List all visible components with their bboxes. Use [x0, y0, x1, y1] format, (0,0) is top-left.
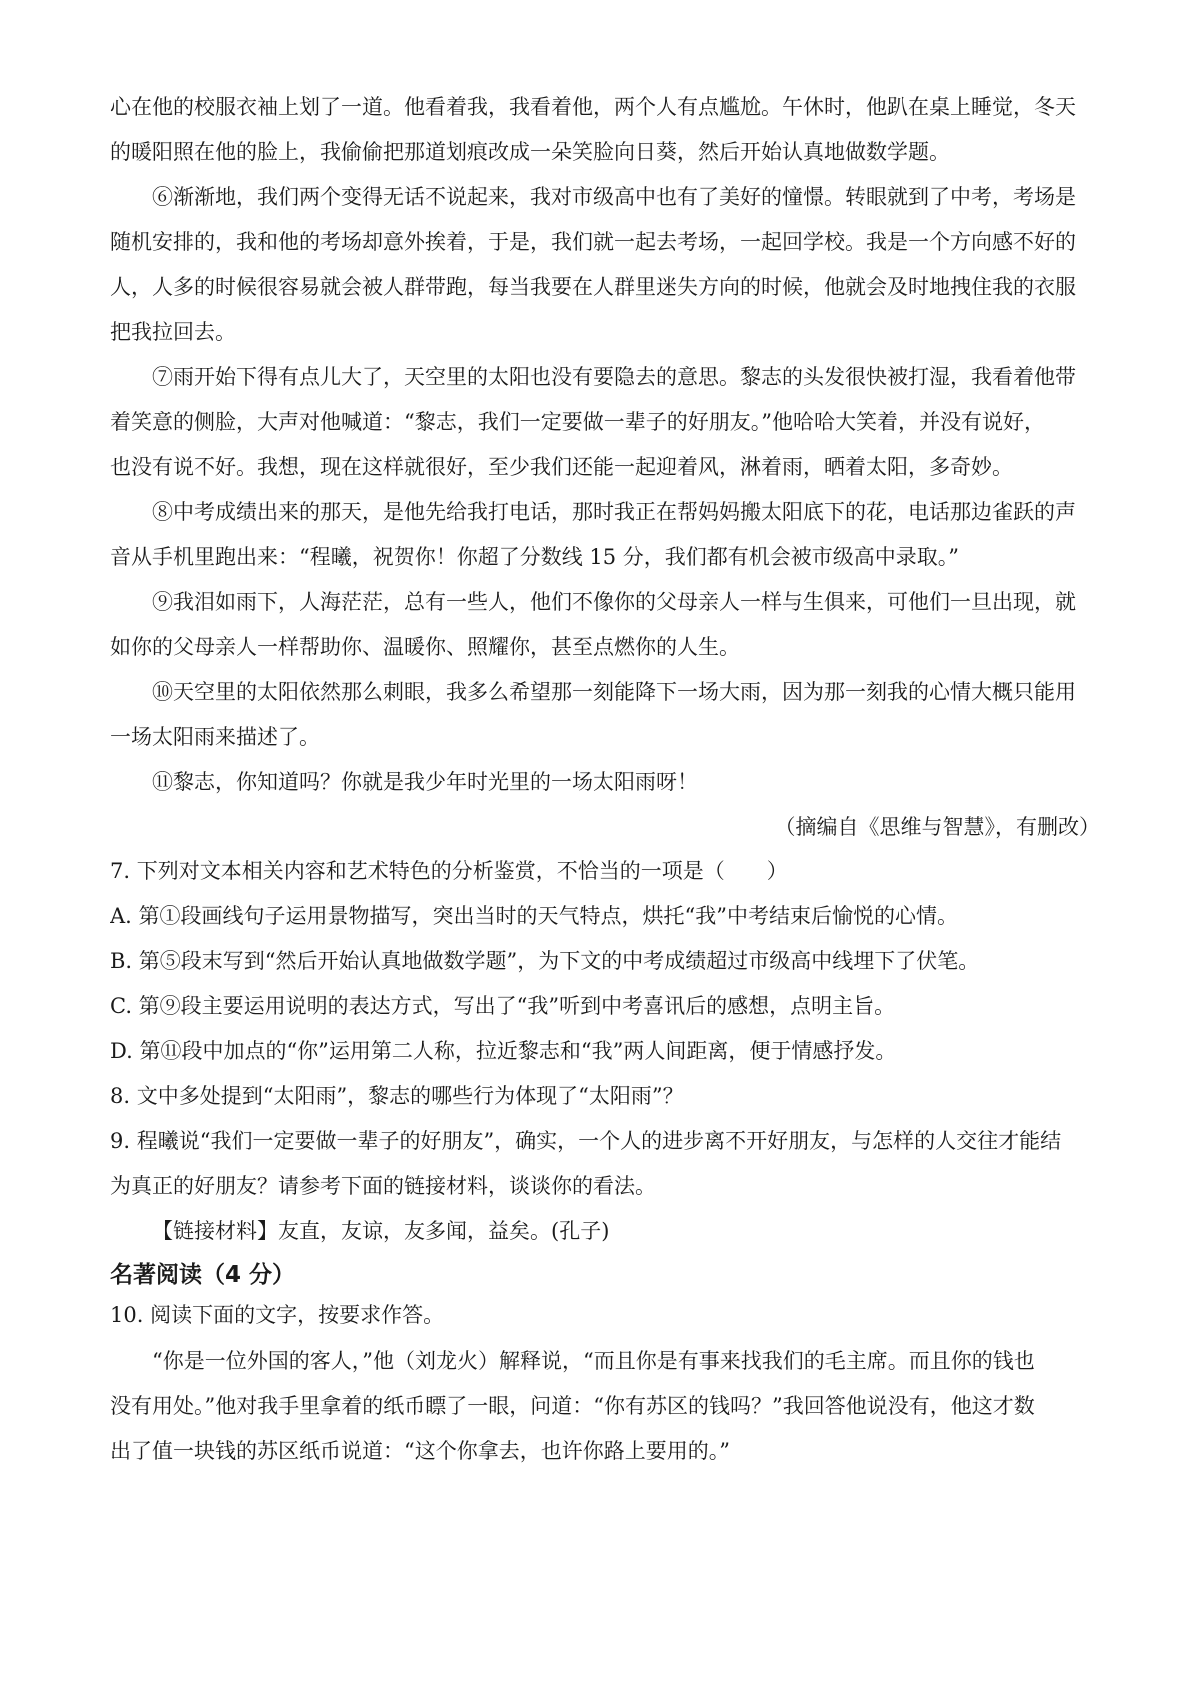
emphasis-dot-you: 你 — [341, 770, 362, 794]
paragraph-10: ⑩天空里的太阳依然那么刺眼，我多么希望那一刻能降下一场大雨，因为那一刻我的心情大概只能用 — [152, 680, 1076, 704]
p11-text: ⑪黎志， — [152, 770, 236, 794]
paragraph-9: ⑨我泪如雨下，人海茫茫，总有一些人，他们不像你的父母亲人一样与生俱来，可他们一旦出现，就 — [152, 590, 1076, 614]
passage-line: 人，人多的时候很容易就会被人群带跑，每当我要在人群里迷失方向的时候，他就会及时地拽住我的衣服 — [110, 275, 1076, 299]
question-9-cont: 为真正的好朋友？请参考下面的链接材料，谈谈你的看法。 — [110, 1174, 656, 1198]
passage-line: 一场太阳雨来描述了。 — [110, 725, 320, 749]
option-d: D. 第⑪段中加点的“你”运用第二人称，拉近黎志和“我”两人间距离，便于情感抒发。 — [110, 1039, 897, 1063]
passage-line: 也没有说不好。我想，现在这样就很好，至少我们还能一起迎着风，淋着雨，晒着太阳，多奇妙。 — [110, 455, 1013, 479]
link-material: 【链接材料】友直，友谅，友多闻，益矣。(孔子) — [152, 1219, 610, 1243]
p11-text: 知道吗？ — [257, 770, 341, 794]
passage-line: 随机安排的，我和他的考场却意外挨着，于是，我们就一起去考场，一起回学校。我是一个方向感不好的 — [110, 230, 1076, 254]
paragraph-8: ⑧中考成绩出来的那天，是他先给我打电话，那时我正在帮妈妈搬太阳底下的花，电话那边雀跃的声 — [152, 500, 1076, 524]
p11-text: 就是我少年时光里的一场太阳雨呀！ — [362, 770, 698, 794]
paragraph-7: ⑦雨开始下得有点儿大了，天空里的太阳也没有要隐去的意思。黎志的头发很快被打湿，我看着他带 — [152, 365, 1076, 389]
emphasis-dot-you: 你 — [236, 770, 257, 794]
question-9: 9. 程曦说“我们一定要做一辈子的好朋友”，确实，一个人的进步离不开好朋友，与怎样的人交往才能结 — [110, 1129, 1062, 1153]
question-10: 10. 阅读下面的文字，按要求作答。 — [110, 1303, 445, 1327]
source-citation: （摘编自《思维与智慧》，有删改） — [774, 815, 1100, 839]
section-heading: 名著阅读（4 分） — [110, 1262, 296, 1288]
passage-line: 如你的父母亲人一样帮助你、温暖你、照耀你，甚至点燃你的人生。 — [110, 635, 740, 659]
passage-line: 音从手机里跑出来：“程曦，祝贺你！你超了分数线 15 分，我们都有机会被市级高中录取。” — [110, 545, 960, 569]
passage-line: 心在他的校服衣袖上划了一道。他看着我，我看着他，两个人有点尴尬。午休时，他趴在桌上睡觉，冬天 — [110, 95, 1076, 119]
passage-line: 把我拉回去。 — [110, 320, 236, 344]
paragraph-6: ⑥渐渐地，我们两个变得无话不说起来，我对市级高中也有了美好的憧憬。转眼就到了中考，考场是 — [152, 185, 1076, 209]
option-c: C. 第⑨段主要运用说明的表达方式，写出了“我”听到中考喜讯后的感想，点明主旨。 — [110, 994, 896, 1018]
paragraph-11 — [152, 767, 1100, 797]
option-a: A. 第①段画线句子运用景物描写，突出当时的天气特点，烘托“我”中考结束后愉悦的心情。 — [110, 904, 958, 928]
question-7: 7. 下列对文本相关内容和艺术特色的分析鉴赏，不恰当的一项是（ ） — [110, 859, 788, 883]
option-b: B. 第⑤段末写到“然后开始认真地做数学题”，为下文的中考成绩超过市级高中线埋下了伏笔。 — [110, 949, 980, 973]
question-8: 8. 文中多处提到“太阳雨”，黎志的哪些行为体现了“太阳雨”？ — [110, 1084, 684, 1108]
excerpt-line: “你是一位外国的客人，”他（刘龙火）解释说，“而且你是有事来找我们的毛主席。而且你的钱也 — [152, 1349, 1035, 1373]
excerpt-line: 没有用处。”他对我手里拿着的纸币瞟了一眼，问道：“你有苏区的钱吗？”我回答他说没有，他这才数 — [110, 1394, 1035, 1418]
excerpt-line: 出了值一块钱的苏区纸币说道：“这个你拿去，也许你路上要用的。” — [110, 1439, 730, 1463]
passage-line: 的暖阳照在他的脸上，我偷偷把那道划痕改成一朵笑脸向日葵，然后开始认真地做数学题。 — [110, 140, 950, 164]
passage-line: 着笑意的侧脸，大声对他喊道：“黎志，我们一定要做一辈子的好朋友。”他哈哈大笑着，并没有说好， — [110, 410, 1045, 434]
